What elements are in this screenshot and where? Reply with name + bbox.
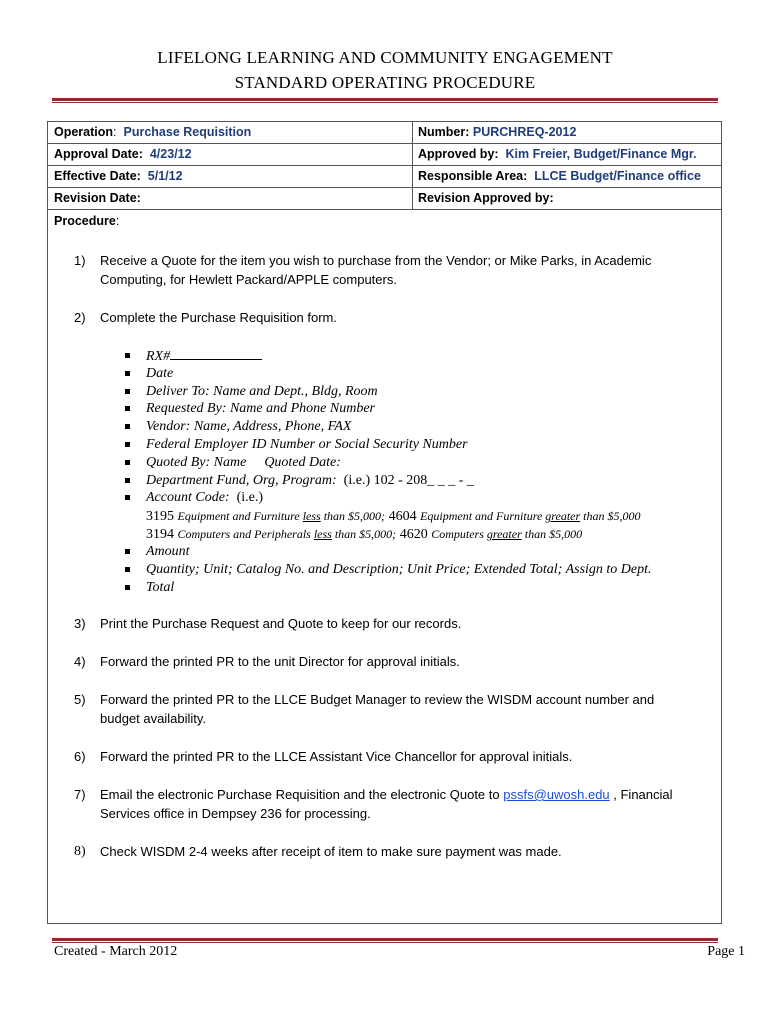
- approved-by-cell: [418, 144, 697, 166]
- number-cell: [418, 122, 576, 144]
- account-code-line-2: 3194 Computers and Peripherals less than $5,000; 4620 Computers greater than $5,000: [146, 527, 583, 543]
- list-item: Requested By: Name and Phone Number: [122, 400, 712, 418]
- bullet-square-icon: [125, 495, 130, 500]
- bullet-square-icon: [125, 478, 130, 483]
- list-item: Quoted By: Name Quoted Date:: [122, 454, 712, 472]
- step-number: 2): [74, 310, 86, 325]
- list-item: Total: [122, 579, 712, 597]
- list-item: Vendor: Name, Address, Phone, FAX: [122, 418, 712, 436]
- step-number: 6): [74, 749, 86, 764]
- bullet-square-icon: [125, 371, 130, 376]
- list-item: Account Code: (i.e.): [122, 489, 712, 507]
- approval-date-label: Approval Date:: [54, 147, 143, 161]
- list-item: RX#: [122, 347, 712, 365]
- rx-blank-line: [170, 347, 262, 360]
- procedure-label: Procedure:: [54, 214, 120, 228]
- approval-date-cell: [54, 144, 192, 166]
- document-title-line1: LIFELONG LEARNING AND COMMUNITY ENGAGEMENT: [157, 48, 613, 67]
- effective-date-label: Effective Date:: [54, 169, 141, 183]
- list-item: Date: [122, 365, 712, 383]
- bullet-square-icon: [125, 424, 130, 429]
- bullet-square-icon: [125, 406, 130, 411]
- responsible-area-value: LLCE Budget/Finance office: [534, 169, 701, 183]
- footer-page-number: Page 1: [707, 944, 745, 959]
- bullet-square-icon: [125, 353, 130, 358]
- number-label: Number:: [418, 125, 470, 139]
- row-revision: [48, 188, 721, 210]
- bullet-square-icon: [125, 389, 130, 394]
- step-7-line1: Email the electronic Purchase Requisition and the electronic Quote to pssfs@uwosh.edu , Financial: [100, 787, 673, 802]
- bullet-square-icon: [125, 442, 130, 447]
- footer-rule: [52, 938, 718, 943]
- operation-value: Purchase Requisition: [123, 125, 252, 139]
- financial-services-email-link[interactable]: pssfs@uwosh.edu: [503, 787, 610, 802]
- revision-approved-label: Revision Approved by:: [418, 191, 554, 205]
- step-3-line1: Print the Purchase Request and Quote to keep for our records.: [100, 616, 462, 631]
- list-item: Amount: [122, 543, 712, 561]
- row-operation: [48, 122, 721, 144]
- step-1-line1: Receive a Quote for the item you wish to purchase from the Vendor; or Mike Parks, in Academic: [100, 253, 652, 268]
- document-title-line2: STANDARD OPERATING PROCEDURE: [234, 73, 536, 92]
- step-number: 8): [74, 844, 86, 859]
- step-7-line2: Services office in Dempsey 236 for processing.: [100, 806, 371, 821]
- step-number: 4): [74, 654, 86, 669]
- approval-date-value: 4/23/12: [149, 147, 192, 161]
- step-6-line1: Forward the printed PR to the LLCE Assistant Vice Chancellor for approval initials.: [100, 749, 573, 764]
- approved-by-value: Kim Freier, Budget/Finance Mgr.: [505, 147, 697, 161]
- procedure-label-text: Procedure: [54, 214, 116, 228]
- header-rule: [52, 98, 718, 103]
- account-code-line-1: 3195 Equipment and Furniture less than $5,000; 4604 Equipment and Furniture greater than $5,000: [146, 509, 641, 525]
- list-item: Federal Employer ID Number or Social Security Number: [122, 436, 712, 454]
- step-8-line1: Check WISDM 2-4 weeks after receipt of item to make sure payment was made.: [100, 844, 562, 859]
- approved-by-label: Approved by:: [418, 147, 499, 161]
- bullet-square-icon: [125, 549, 130, 554]
- operation-cell: Operation: Purchase Requisition: [54, 125, 252, 139]
- number-value: PURCHREQ-2012: [472, 125, 577, 139]
- sop-form-box: [47, 121, 722, 924]
- step-2-line1: Complete the Purchase Requisition form.: [100, 310, 338, 325]
- responsible-area-label: Responsible Area:: [418, 169, 528, 183]
- step-5-line1: Forward the printed PR to the LLCE Budget Manager to review the WISDM account number and: [100, 692, 655, 707]
- step-1-line2: Computing, for Hewlett Packard/APPLE computers.: [100, 272, 397, 287]
- operation-label: Operation: [54, 125, 114, 139]
- responsible-area-cell: [418, 166, 701, 188]
- step-number: 1): [74, 253, 86, 268]
- step-number: 5): [74, 692, 86, 707]
- requisition-fields-list: [122, 347, 712, 597]
- list-item: Department Fund, Org, Program: (i.e.) 102 - 208_ _ _ - _: [122, 472, 712, 490]
- step-4-line1: Forward the printed PR to the unit Director for approval initials.: [100, 654, 460, 669]
- list-item: Deliver To: Name and Dept., Bldg, Room: [122, 383, 712, 401]
- bullet-square-icon: [125, 460, 130, 465]
- effective-date-value: 5/1/12: [147, 169, 183, 183]
- footer-created: Created - March 2012: [54, 944, 178, 959]
- bullet-square-icon: [125, 585, 130, 590]
- revision-date-label: Revision Date:: [54, 191, 141, 205]
- step-5-line2: budget availability.: [100, 711, 206, 726]
- effective-date-cell: [54, 166, 183, 188]
- row-approval: [48, 144, 721, 166]
- step-number: 7): [74, 787, 86, 802]
- bullet-square-icon: [125, 567, 130, 572]
- list-item: Quantity; Unit; Catalog No. and Description; Unit Price; Extended Total; Assign to Dept.: [122, 561, 712, 579]
- step-number: 3): [74, 616, 86, 631]
- row-effective: [48, 166, 721, 188]
